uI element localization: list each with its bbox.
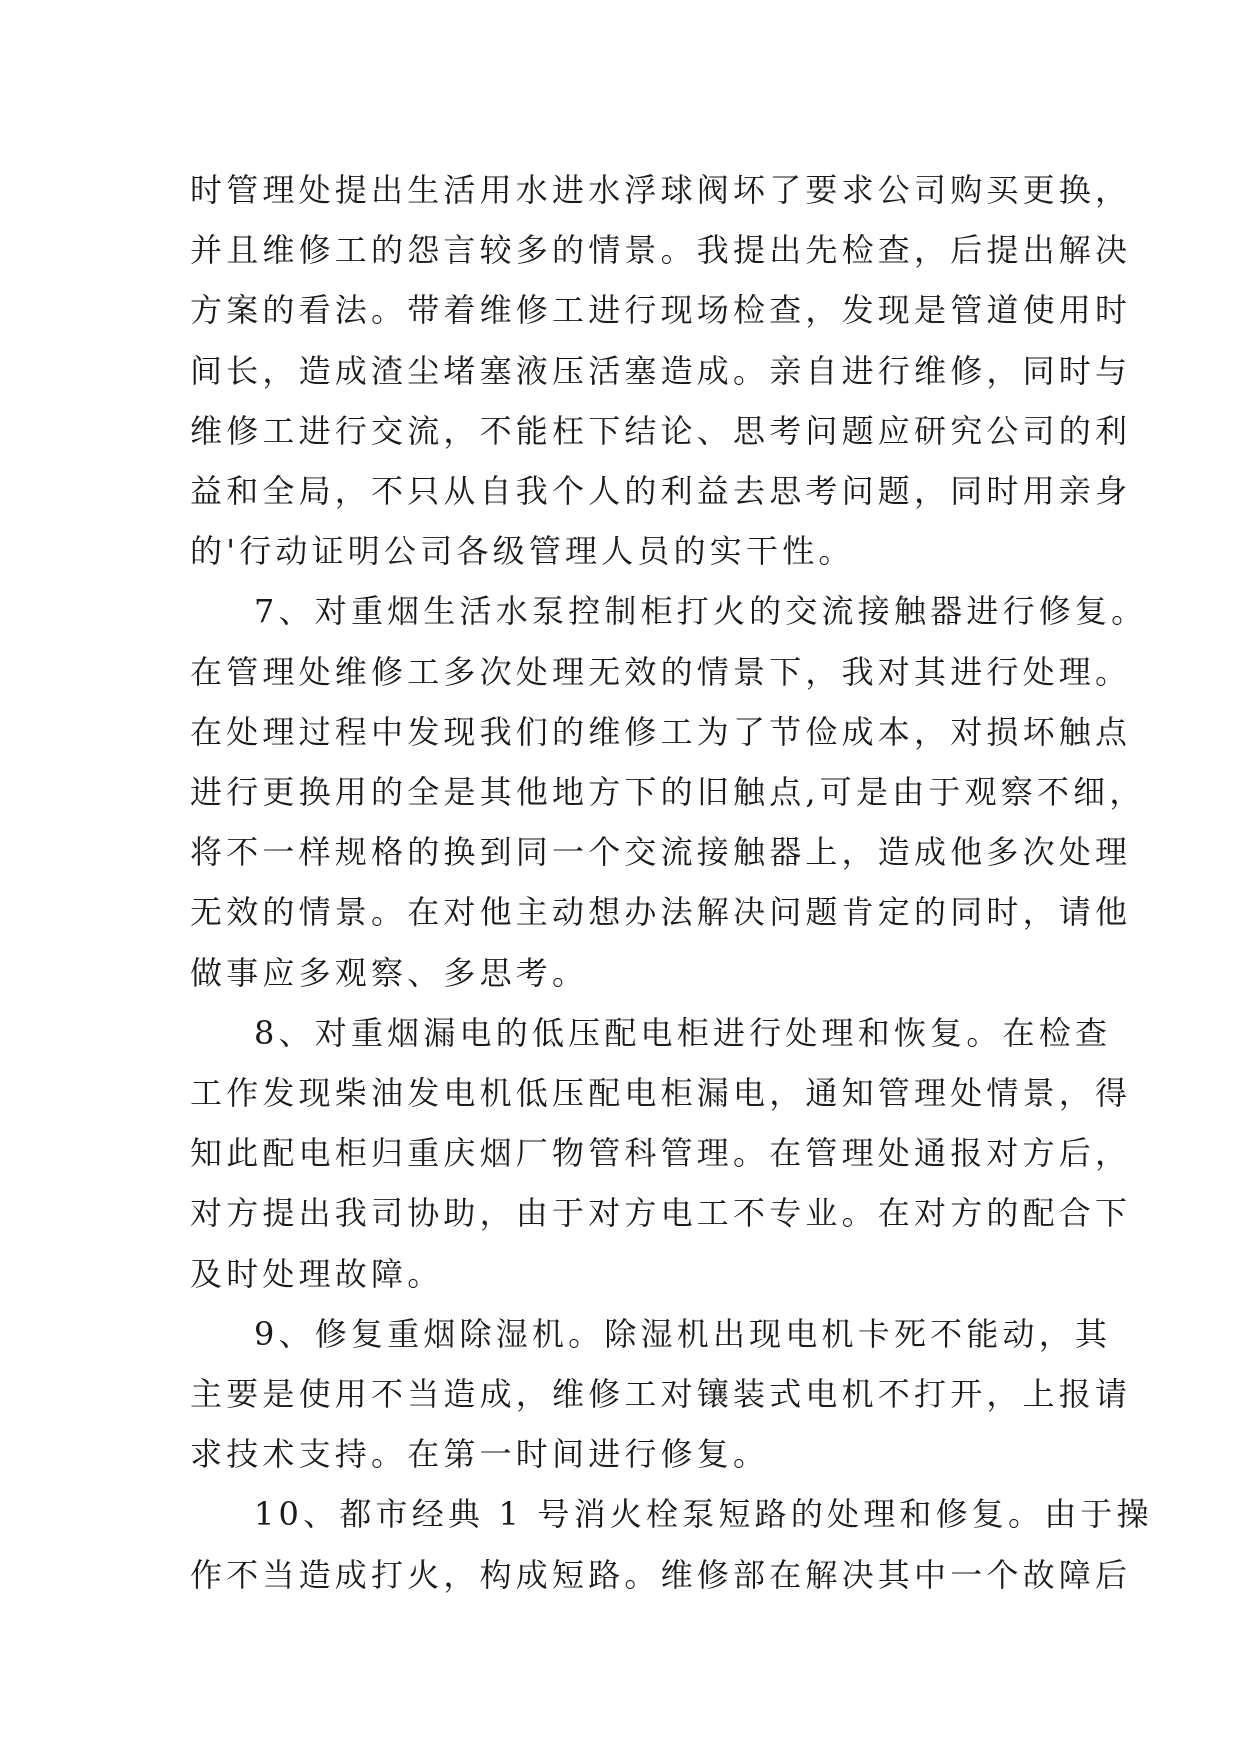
text-line: 在处理过程中发现我们的维修工为了节俭成本，对损坏触点 — [190, 712, 1132, 751]
text-line: 维修工进行交流，不能枉下结论、思考问题应研究公司的利 — [190, 411, 1132, 450]
text-line: 工作发现柴油发电机低压配电柜漏电，通知管理处情景，得 — [190, 1074, 1132, 1113]
text-line: 益和全局，不只从自我个人的利益去思考问题，同时用亲身 — [190, 472, 1132, 511]
text-line: 间长，造成渣尘堵塞液压活塞造成。亲自进行维修，同时与 — [190, 351, 1132, 390]
text-line: 10、都市经典 1 号消火栓泵短路的处理和修复。由于操 — [254, 1495, 1153, 1534]
paragraph-item-9 — [190, 1304, 1132, 1485]
text-line: 求技术支持。在第一时间进行修复。 — [190, 1435, 770, 1474]
text-line: 并且维修工的怨言较多的情景。我提出先检查，后提出解决 — [190, 231, 1132, 270]
text-line: 的'行动证明公司各级管理人员的实干性。 — [190, 532, 855, 571]
text-line: 8、对重烟漏电的低压配电柜进行处理和恢复。在检查 — [254, 1013, 1112, 1052]
text-line: 方案的看法。带着维修工进行现场检查，发现是管道使用时 — [190, 291, 1132, 330]
text-line: 将不一样规格的换到同一个交流接触器上，造成他多次处理 — [190, 833, 1132, 872]
text-line: 知此配电柜归重庆烟厂物管科管理。在管理处通报对方后， — [190, 1134, 1132, 1173]
paragraph-1 — [190, 160, 1132, 581]
text-line: 主要是使用不当造成，维修工对镶装式电机不打开，上报请 — [190, 1375, 1132, 1414]
text-line: 在管理处维修工多次处理无效的情景下，我对其进行处理。 — [190, 652, 1132, 691]
paragraph-item-8 — [190, 1003, 1132, 1304]
text-line: 9、修复重烟除湿机。除湿机出现电机卡死不能动，其 — [254, 1314, 1112, 1353]
text-line: 7、对重烟生活水泵控制柜打火的交流接触器进行修复。 — [254, 592, 1148, 631]
text-line: 及时处理故障。 — [190, 1254, 444, 1293]
text-line: 时管理处提出生活用水进水浮球阀坏了要求公司购买更换， — [190, 171, 1132, 209]
text-line: 作不当造成打火，构成短路。维修部在解决其中一个故障后 — [190, 1555, 1132, 1594]
paragraph-item-10 — [190, 1484, 1153, 1604]
paragraph-item-7 — [190, 581, 1148, 1002]
text-line: 无效的情景。在对他主动想办法解决问题肯定的同时，请他 — [190, 893, 1132, 932]
document-body — [190, 160, 1153, 1605]
text-line: 做事应多观察、多思考。 — [190, 953, 589, 992]
text-line: 进行更换用的全是其他地方下的旧触点,可是由于观察不细， — [190, 773, 1146, 812]
text-line: 对方提出我司协助，由于对方电工不专业。在对方的配合下 — [190, 1194, 1132, 1233]
